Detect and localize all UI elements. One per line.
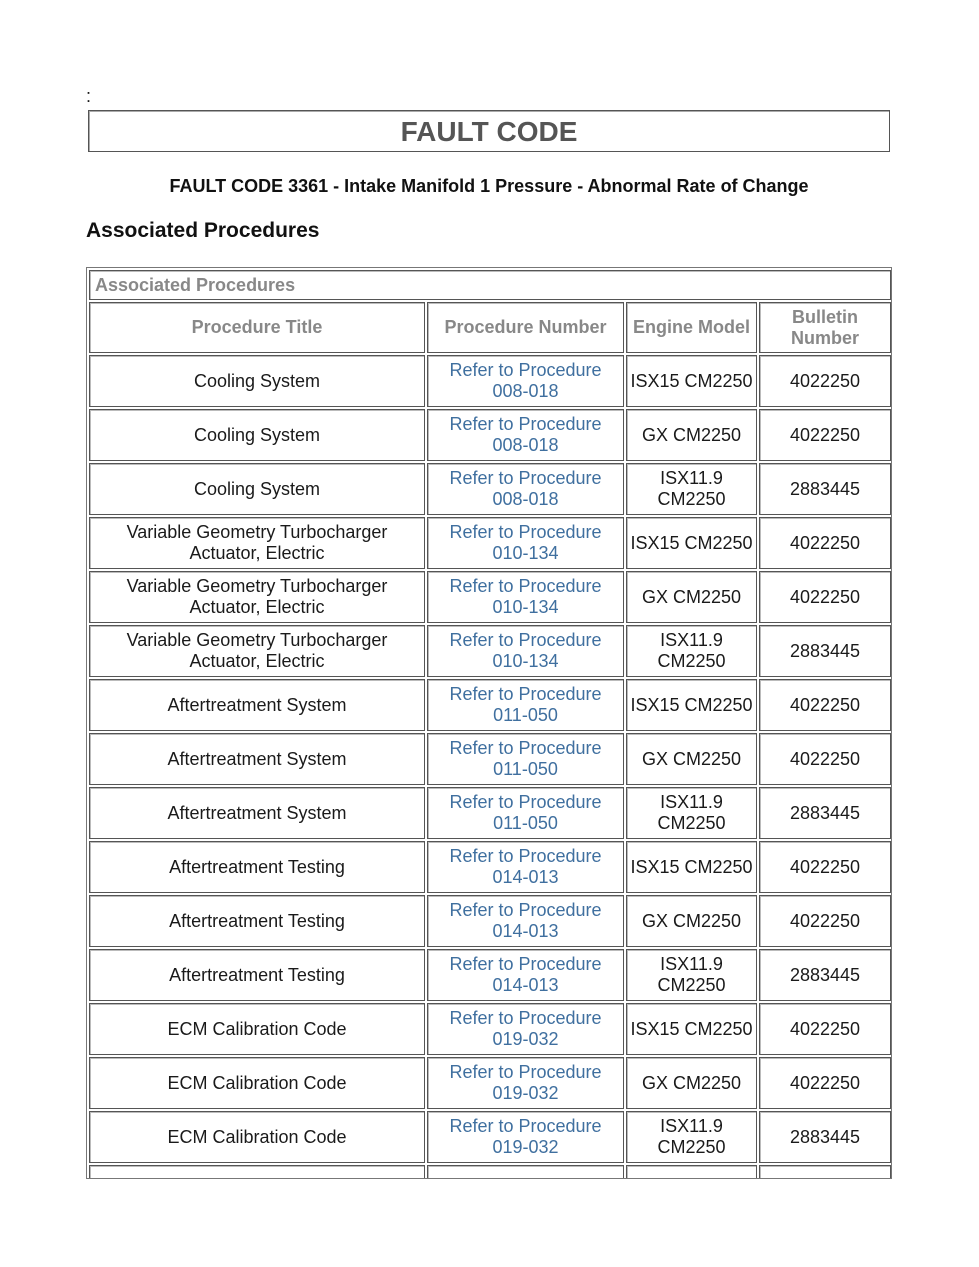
empty-cell xyxy=(759,1165,891,1179)
procedure-link[interactable]: Refer to Procedure 011-050 xyxy=(427,733,624,785)
table-row xyxy=(89,355,891,407)
cell-bulletin-number: 2883445 xyxy=(759,625,891,677)
cell-engine-model: ISX11.9 CM2250 xyxy=(626,1111,757,1163)
cell-procedure-title: Cooling System xyxy=(89,409,425,461)
cell-bulletin-number: 2883445 xyxy=(759,787,891,839)
cell-procedure-title: Aftertreatment System xyxy=(89,733,425,785)
cell-engine-model: GX CM2250 xyxy=(626,733,757,785)
table-row xyxy=(89,679,891,731)
cell-bulletin-number: 4022250 xyxy=(759,355,891,407)
table-header-row xyxy=(89,302,891,353)
cell-engine-model: GX CM2250 xyxy=(626,409,757,461)
cell-procedure-title: ECM Calibration Code xyxy=(89,1003,425,1055)
cell-bulletin-number: 4022250 xyxy=(759,733,891,785)
empty-cell xyxy=(89,1165,425,1179)
table-row xyxy=(89,733,891,785)
empty-cell xyxy=(626,1165,757,1179)
table-row-continued xyxy=(89,1165,891,1179)
column-header-procedure-title: Procedure Title xyxy=(89,302,425,353)
cell-engine-model: ISX15 CM2250 xyxy=(626,1003,757,1055)
cell-engine-model: GX CM2250 xyxy=(626,895,757,947)
procedure-link[interactable]: Refer to Procedure 014-013 xyxy=(427,841,624,893)
procedure-link[interactable]: Refer to Procedure 014-013 xyxy=(427,895,624,947)
procedure-link[interactable]: Refer to Procedure 010-134 xyxy=(427,517,624,569)
cell-procedure-title: ECM Calibration Code xyxy=(89,1111,425,1163)
cell-engine-model: GX CM2250 xyxy=(626,571,757,623)
table-caption: Associated Procedures xyxy=(89,270,891,300)
cell-engine-model: ISX15 CM2250 xyxy=(626,517,757,569)
cell-bulletin-number: 4022250 xyxy=(759,679,891,731)
procedure-link[interactable]: Refer to Procedure 008-018 xyxy=(427,463,624,515)
cell-engine-model: ISX11.9 CM2250 xyxy=(626,463,757,515)
cell-procedure-title: Variable Geometry Turbocharger Actuator, Electric xyxy=(89,625,425,677)
cell-engine-model: ISX11.9 CM2250 xyxy=(626,949,757,1001)
cell-bulletin-number: 4022250 xyxy=(759,571,891,623)
procedure-link[interactable]: Refer to Procedure 014-013 xyxy=(427,949,624,1001)
cell-bulletin-number: 4022250 xyxy=(759,841,891,893)
cell-engine-model: ISX11.9 CM2250 xyxy=(626,787,757,839)
cell-procedure-title: Variable Geometry Turbocharger Actuator, Electric xyxy=(89,571,425,623)
cell-engine-model: ISX15 CM2250 xyxy=(626,355,757,407)
cell-bulletin-number: 4022250 xyxy=(759,1057,891,1109)
table-row xyxy=(89,571,891,623)
table-row xyxy=(89,841,891,893)
cell-bulletin-number: 4022250 xyxy=(759,1003,891,1055)
procedure-link[interactable]: Refer to Procedure 011-050 xyxy=(427,679,624,731)
section-heading: Associated Procedures xyxy=(86,219,320,242)
empty-cell xyxy=(427,1165,624,1179)
page-prefix: : xyxy=(86,86,92,106)
procedure-link[interactable]: Refer to Procedure 019-032 xyxy=(427,1057,624,1109)
cell-bulletin-number: 2883445 xyxy=(759,1111,891,1163)
procedure-link[interactable]: Refer to Procedure 010-134 xyxy=(427,571,624,623)
procedure-link[interactable]: Refer to Procedure 008-018 xyxy=(427,409,624,461)
cell-procedure-title: Cooling System xyxy=(89,463,425,515)
cell-procedure-title: Aftertreatment Testing xyxy=(89,895,425,947)
procedure-link[interactable]: Refer to Procedure 019-032 xyxy=(427,1003,624,1055)
cell-engine-model: GX CM2250 xyxy=(626,1057,757,1109)
cell-engine-model: ISX11.9 CM2250 xyxy=(626,625,757,677)
cell-procedure-title: Aftertreatment System xyxy=(89,679,425,731)
cell-bulletin-number: 4022250 xyxy=(759,517,891,569)
cell-bulletin-number: 4022250 xyxy=(759,409,891,461)
table-row xyxy=(89,949,891,1001)
procedure-link[interactable]: Refer to Procedure 008-018 xyxy=(427,355,624,407)
page-title: FAULT CODE xyxy=(400,116,578,147)
procedures-table xyxy=(87,268,892,1179)
cell-procedure-title: Aftertreatment System xyxy=(89,787,425,839)
cell-procedure-title: Cooling System xyxy=(89,355,425,407)
table-row xyxy=(89,625,891,677)
cell-engine-model: ISX15 CM2250 xyxy=(626,679,757,731)
column-header-engine-model: Engine Model xyxy=(626,302,757,353)
cell-bulletin-number: 2883445 xyxy=(759,949,891,1001)
table-row xyxy=(89,787,891,839)
table-body xyxy=(89,355,891,1179)
table-row xyxy=(89,517,891,569)
table-row xyxy=(89,1111,891,1163)
cell-bulletin-number: 4022250 xyxy=(759,895,891,947)
column-header-bulletin-number: Bulletin Number xyxy=(759,302,891,353)
cell-procedure-title: ECM Calibration Code xyxy=(89,1057,425,1109)
cell-procedure-title: Aftertreatment Testing xyxy=(89,949,425,1001)
cell-procedure-title: Variable Geometry Turbocharger Actuator, Electric xyxy=(89,517,425,569)
table-row xyxy=(89,409,891,461)
cell-engine-model: ISX15 CM2250 xyxy=(626,841,757,893)
page-title-box xyxy=(88,110,890,152)
table-row xyxy=(89,463,891,515)
procedures-table-container xyxy=(86,267,892,1179)
procedure-link[interactable]: Refer to Procedure 019-032 xyxy=(427,1111,624,1163)
fault-code-title: FAULT CODE 3361 - Intake Manifold 1 Pressure - Abnormal Rate of Change xyxy=(169,176,809,196)
column-header-procedure-number: Procedure Number xyxy=(427,302,624,353)
cell-procedure-title: Aftertreatment Testing xyxy=(89,841,425,893)
procedure-link[interactable]: Refer to Procedure 011-050 xyxy=(427,787,624,839)
table-row xyxy=(89,895,891,947)
table-row xyxy=(89,1057,891,1109)
table-row xyxy=(89,1003,891,1055)
procedure-link[interactable]: Refer to Procedure 010-134 xyxy=(427,625,624,677)
cell-bulletin-number: 2883445 xyxy=(759,463,891,515)
